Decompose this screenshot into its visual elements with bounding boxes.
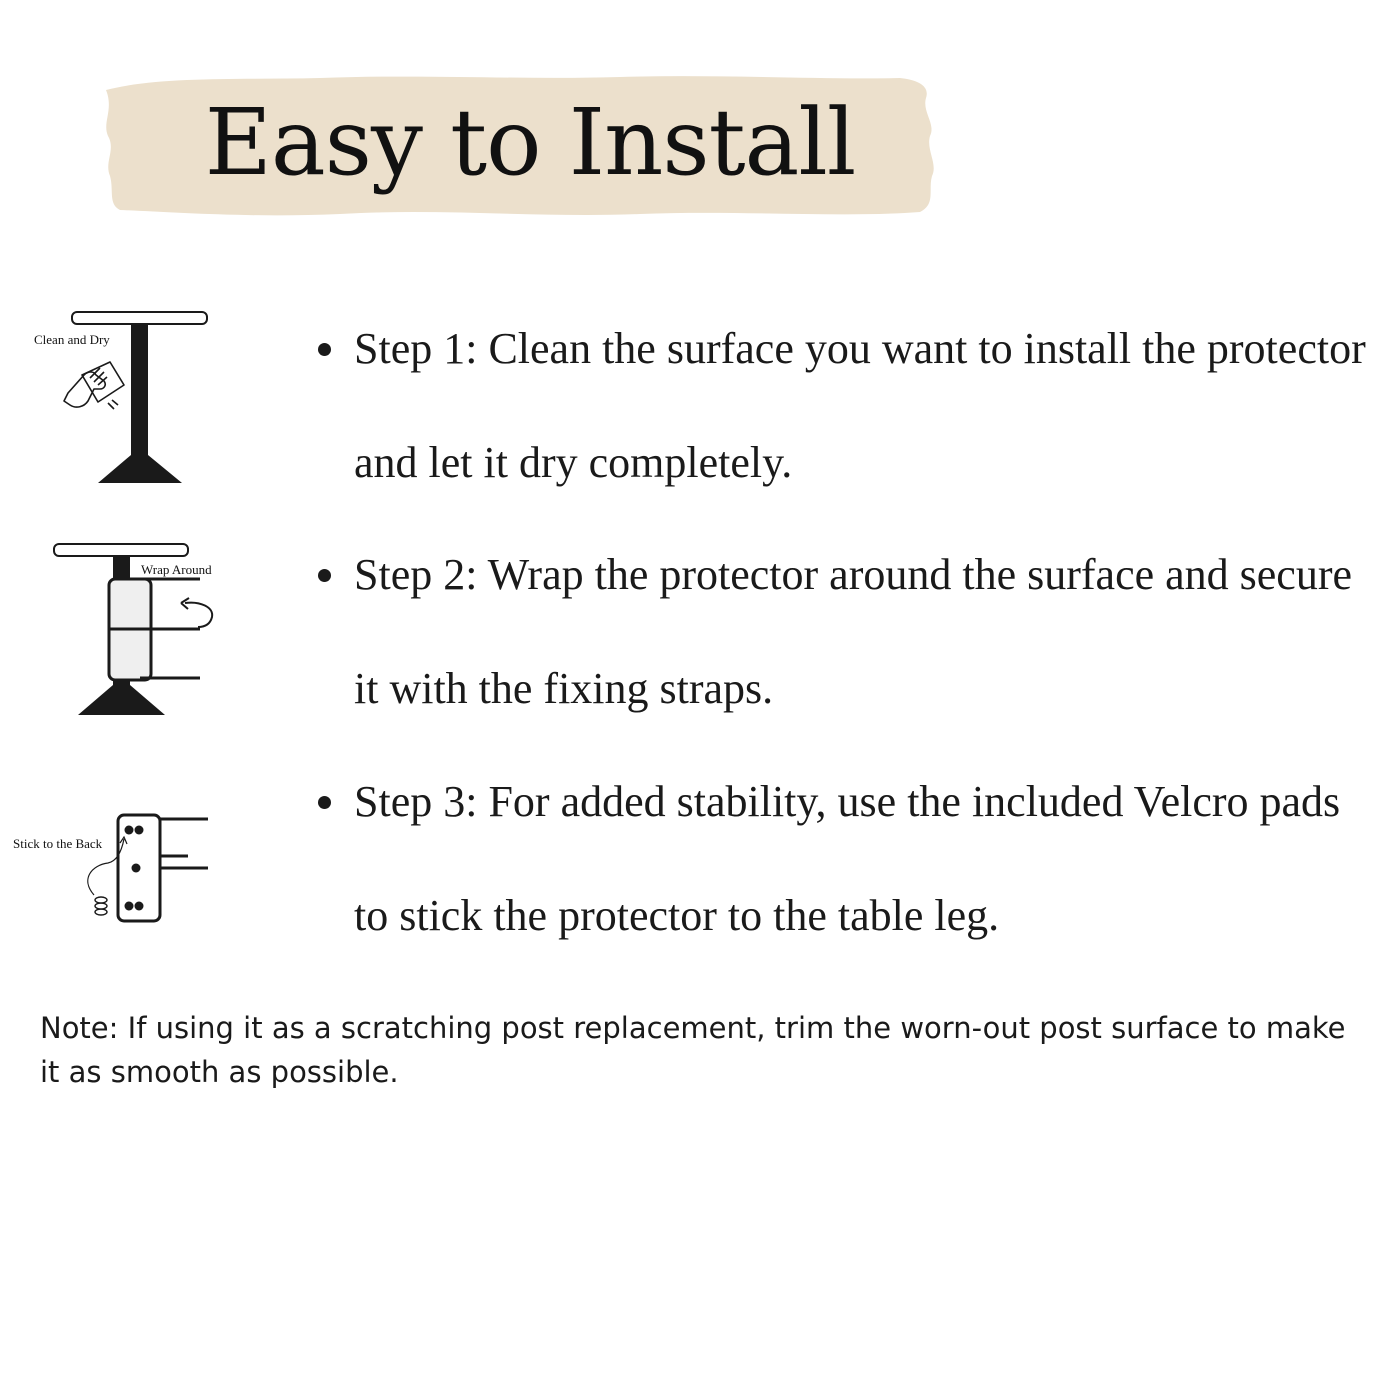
- illustration-label-clean-dry: Clean and Dry: [34, 332, 110, 347]
- illustration-label-stick-back: Stick to the Back: [13, 836, 103, 851]
- step-3-text: Step 3: For added stability, use the included Velcro pads to stick the protector to the table leg.: [354, 777, 1341, 940]
- velcro-panel-icon: [10, 805, 220, 935]
- illustration-clean-dry: [30, 305, 230, 490]
- illustration-label-wrap-around: Wrap Around: [141, 562, 212, 577]
- illustration-wrap-around: [40, 535, 240, 725]
- bullet-icon: [318, 343, 331, 356]
- step-3: [354, 745, 1374, 973]
- pad-stack-icon: [95, 897, 107, 915]
- step-2: [354, 518, 1374, 746]
- step-1: [354, 292, 1374, 520]
- step-1-text: Step 1: Clean the surface you want to install the protector and let it dry completely.: [354, 324, 1366, 487]
- page-title: Easy to Install: [204, 89, 856, 196]
- illustration-stick-back: [10, 805, 220, 935]
- wrap-arrow-icon: [181, 598, 212, 627]
- bullet-icon: [318, 796, 331, 809]
- title-banner: [100, 72, 940, 220]
- step-2-text: Step 2: Wrap the protector around the surface and secure it with the fixing straps.: [354, 550, 1353, 713]
- wiping-hand-icon: [64, 362, 124, 409]
- bullet-icon: [318, 569, 331, 582]
- note-text: Note: If using it as a scratching post replacement, trim the worn-out post surface to make it as smooth as possible.: [40, 1011, 1346, 1089]
